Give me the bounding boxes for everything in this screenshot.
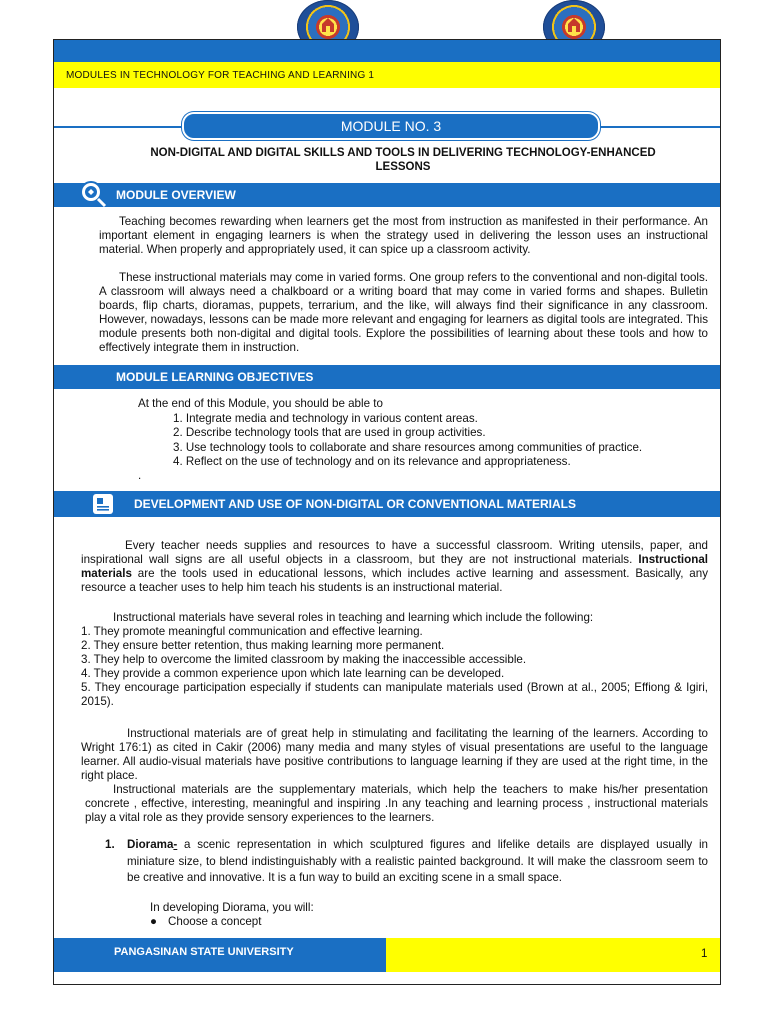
- footer-yellow-bar: [386, 938, 720, 972]
- page-number: 1: [701, 948, 708, 960]
- overview-paragraph-2: These instructional materials may come in varied forms. One group refers to the conventional and non-digital tools. A classroom will always need a chalkboard or a writing board that may come in varied forms and shapes. Bulletin boards, flip charts, dioramas, puppets, terrarium, and the like, will always find their significance in any classroom. However, nowadays, lessons can be made more relevant and engaging for learners as digital tools are integrated. This module presents both non-digital and digital tools. Explore the possibilities of learning about these tools and how to effectively integrate them in instruction.: [99, 271, 708, 354]
- magnifier-icon: [78, 179, 108, 209]
- objectives-dot: .: [138, 468, 142, 482]
- role-item: 2. They ensure better retention, thus making learning more permanent.: [81, 639, 445, 652]
- document-icon: [92, 493, 114, 515]
- role-item: 3. They help to overcome the limited classroom by making the inaccessible accessible.: [81, 653, 527, 666]
- seal-house-icon: [567, 17, 581, 33]
- objective-item: 2. Describe technology tools that are used in group activities.: [173, 426, 486, 439]
- section-title-objectives: MODULE LEARNING OBJECTIVES: [116, 370, 314, 384]
- course-title: MODULES IN TECHNOLOGY FOR TEACHING AND LEARNING 1: [66, 70, 375, 81]
- dev-p1-a: Every teacher needs supplies and resources to have a successful classroom. Writing utensils, paper, and inspirational wall signs are all useful objects in a classroom, but they are not instructional materials.: [81, 539, 708, 566]
- objective-item: 1. Integrate media and technology in various content areas.: [173, 411, 478, 425]
- overview-text: [99, 215, 708, 355]
- objectives-list: [138, 397, 718, 482]
- section-bar-overview: [54, 183, 720, 207]
- role-item: 1. They promote meaningful communication and effective learning.: [81, 625, 423, 638]
- overview-paragraph-1: Teaching becomes rewarding when learners get the most from instruction as manifested in their performance. An important element in engaging learners is when the strategy used in delivering the lesson uses an instructional material. When properly and appropriately used, it can spice up a classroom activity.: [99, 215, 708, 256]
- seal-house-icon: [321, 17, 335, 33]
- roles-list: [81, 625, 708, 709]
- role-item: 4. They provide a common experience upon which late learning can be developed.: [81, 667, 505, 680]
- diorama-term: Diorama: [127, 838, 174, 851]
- developing-intro: In developing Diorama, you will:: [150, 901, 314, 914]
- module-number-pill: MODULE NO. 3: [182, 112, 600, 140]
- diorama-number: 1.: [105, 838, 115, 851]
- module-title: [100, 146, 706, 174]
- module-title-line2: LESSONS: [375, 161, 431, 173]
- development-paragraph-1: [81, 539, 708, 595]
- diorama-dash: -: [173, 838, 178, 851]
- header-blue-bar: [54, 40, 720, 62]
- objective-item: 4. Reflect on the use of technology and on its relevance and appropriateness.: [173, 455, 571, 468]
- bullet-item: [150, 915, 261, 928]
- objective-item: 3. Use technology tools to collaborate and share resources among communities of practice.: [173, 440, 643, 454]
- section-bar-objectives: [54, 365, 720, 389]
- role-item: 5. They encourage participation especially if students can manipulate materials used (Brown at al., 2005; Effiong & Igiri, 2015).: [81, 681, 708, 708]
- dev-p1-b: are the tools used in educational lessons, which includes active learning and assessment. Basically, any resource a teacher uses to help him teach his students is an instructional material.: [81, 567, 708, 594]
- section-title-development: DEVELOPMENT AND USE OF NON-DIGITAL OR CONVENTIONAL MATERIALS: [134, 497, 577, 511]
- development-paragraph-4: Instructional materials are the supplementary materials, which help the teachers to make his/her presentation concrete , effective, interesting, meaningful and inspiring .In any teaching and learning process , instructional materials play a vital role as they provide sensory experiences to the learners.: [85, 783, 708, 824]
- objectives-intro: At the end of this Module, you should be able to: [138, 397, 383, 410]
- diorama-definition: a scenic representation in which sculptured figures and lifelike details are displayed usually in miniature size, to blend indistinguishably with a realistic painted background. It will make the classroom seem to be creative and innovative. It is a fun way to build an exciting scene in a small space.: [127, 838, 708, 884]
- module-title-line1: NON-DIGITAL AND DIGITAL SKILLS AND TOOLS IN DELIVERING TECHNOLOGY-ENHANCED: [150, 147, 656, 159]
- development-paragraph-3: Instructional materials are of great help in stimulating and facilitating the learning of the learners. According to Wright 176:1) as cited in Cakir (2006) many media and many styles of visual presentations are useful to the language learner. All audio-visual materials have positive contributions to language learning if they are used at the right time, in the right place.: [81, 727, 708, 782]
- bullet-text: Choose a concept: [168, 915, 262, 928]
- roles-intro: Instructional materials have several roles in teaching and learning which include the following:: [113, 611, 594, 624]
- section-title-overview: MODULE OVERVIEW: [116, 188, 236, 202]
- section-bar-development: [54, 491, 720, 517]
- development-text: [81, 539, 708, 825]
- bullet-icon: ●: [150, 915, 158, 928]
- footer-university: PANGASINAN STATE UNIVERSITY: [114, 946, 294, 958]
- diorama-item: [105, 837, 708, 887]
- dev-p1-bold: Instructional materials: [81, 553, 708, 580]
